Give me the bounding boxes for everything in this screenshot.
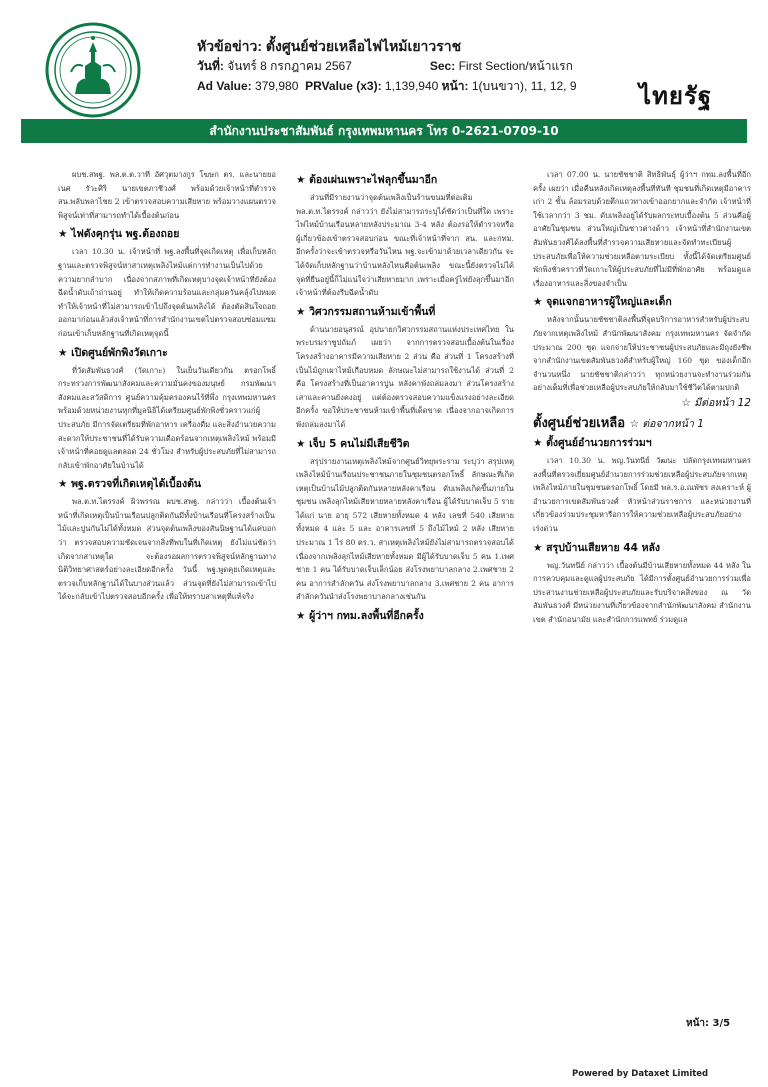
page-label: หน้า: — [441, 79, 469, 93]
continued-on-page-note: ☆ มีต่อหน้า 12 — [681, 396, 751, 409]
office-banner: สำนักงานประชาสัมพันธ์ กรุงเทพมหานคร โทร 0-2621-0709-10 — [21, 119, 747, 143]
newspaper-brand: ไทยรัฐ — [639, 82, 713, 110]
ad-value: 379,980 — [255, 79, 299, 93]
paragraph: ผบช.สพฐ. พล.ต.ต.วาที อัศวุตมางกูร โฆษก ตร. และนายยอเนศ รัวะศิริ นายเขตภาชีวงศ์ พร้อมด้วยเจ้าหน้าที่ตำรวจสน.พลับพลาไชย 2 เข้าตรวจสอบความเสียหาย พร้อมวางแผนตรวจพิสูจน์เท่าที่สามารถทำได้เบื้องต้นก่อน — [58, 170, 276, 220]
subheading: ★ ตั้งศูนย์อำนวยการร่วมฯ — [533, 437, 652, 450]
sec-value: First Section/หน้าแรก — [458, 59, 573, 73]
article-column-1 — [58, 168, 276, 606]
paragraph: สรุปรายงานเหตุเพลิงไหม้จากศูนย์วิทยุพระราม ระบุว่า สรุปเหตุเพลิงไหม้บ้านเรือนประชาชนภายในชุมชนตรอกโพธิ์ ลักษณะที่เกิดเหตุเป็นบ้านไม้ปลูกติดกันหลายหลังคาเรือน ดับเพลิงเกิดขึ้นภายในชุมชน เพลิงลุกไหม้เสียหายหลายหลังคาเรือน ผู้ได้รับบาดเจ็บ 5 ราย ได้แก่ นาย อายุ 572 เสียหายทั้งหมด 4 หลัง เลขที่ 540 เสียหายทั้งหมด 4 และ 5 และ อาคารเลขที่ 5 ถึงไม้ไหม้ 2 หลัง เสียหายประมาณ 1 ไร่ 80 ตร.ว. สาเหตุเพลิงไหม้ยังไม่สามารถตรวจสอบได้ เนื่องจากเพลิงลุกไหม้เสียหายทั้งหมด มีผู้ได้รับบาดเจ็บ 5 คน 1.เพศชาย 1 คน ได้รับบาดเจ็บเล็กน้อย ส่งโรงพยาบาลกลาง 2.เพศชาย 2 คน อาการสำลักควัน ส่งโรงพยาบาลกลาง 3.เพศชาย 2 คน อาการสำลักควันนำส่งโรงพยาบาลกลางเช่นกัน — [296, 456, 514, 602]
subheading: ★ ต้องเผ่นเพราะไฟลุกขึ้นมาอีก — [296, 174, 438, 186]
subheading: ★ จุดแจกอาหารผู้ใหญ่และเด็ก — [533, 296, 672, 309]
date-row — [197, 56, 647, 76]
page-number — [686, 1016, 730, 1031]
paragraph: หลังจากนั้นนายชัชชาติลงพื้นที่จุดบริการอาหารสำหรับผู้ประสบภัยจากเหตุเพลิงไหม้ สำนักพัฒนาสังคม กรุงเทพมหานคร จัดจำกัดประมาณ 200 ชุด แจกจ่ายให้ประชาชนผู้ประสบภัยและมีถุงยังชีพจากสำนักงานเขตสัมพันธวงศ์สำหรับผู้ใหญ่ 160 ชุด ของเด็กอีกจำนวนหนึ่ง นายชัชชาติกล่าวว่า ทุกหน่วยงานจะทำงานร่วมกันอย่างเต็มที่เพื่อช่วยเหลือผู้ประสบภัยให้กลับมาใช้ชีวิตได้ตามปกติ — [533, 315, 751, 393]
clipping-header — [21, 20, 747, 119]
bma-seal-logo — [45, 22, 141, 118]
paragraph: พล.ต.ท.ไตรรงค์ ผิวพรรณ ผบช.สพฐ. กล่าวว่า เบื้องต้นเจ้าหน้าที่เกิดเหตุเป็นบ้านเรือนปลูกติดกันมีทั้งบ้านเรือนที่โครงสร้างเป็นไม้และปูนกันไม่ได้ทั้งหมด ส่วนจุดต้นเพลิงของสันนิษฐานได้แค่บอกว่า ตรวจสอบความชัดเจนจากสิ่งที่พบในที่เกิดเหตุ ยังไม่แน่ชัดว่าเกิดจากสาเหตุใด จะต้องรอผลการตรวจพิสูจน์หลักฐานทางนิติวิทยาศาสตร์อย่างละเอียดอีกครั้ง วันนี้ พฐ.พูดคุยเกิดเหตุและตรวจเก็บหลักฐานได้ในบางส่วนแล้ว ส่วนจุดที่ยังไม่สามารถเข้าไปได้จะกลับเข้าไปตรวจสอบอีกครั้ง เพื่อให้ทราบสาเหตุที่แท้จริง — [58, 497, 276, 602]
paragraph: ด้านนายอนุสรณ์ อุปนายกวิศวกรรมสถานแห่งประเทศไทย ในพระบรมราชูปถัมภ์ เผยว่า จากการตรวจสอบเบื้องต้นในเรื่องโครงสร้างอาคารมีความเสียหาย 2 ส่วน คือ ส่วนที่ 1 โครงสร้างที่เป็นไม้ถูกเผาไหม้เกือบหมด ลักษณะไม่สามารถใช้งานได้ ส่วนที่ 2 คือ โครงสร้างที่เป็นอาคารปูน หลังคาพังถล่มลงมา ส่วนโครงสร้างเสาและคานยังคงอยู่ แต่ต้องตรวจสอบความแข็งแรงอย่างละเอียดอีกครั้ง ขอให้ประชาชนห้ามเข้าพื้นที่เด็ดขาด เนื่องจากอาจเกิดการพังถล่มลงมาได้ — [296, 324, 514, 429]
powered-by-credit: Powered by Dataxet Limited — [572, 1069, 709, 1079]
date-label: วันที่: — [197, 59, 224, 73]
subheading: ★ สรุปบ้านเสียหาย 44 หลัง — [533, 541, 661, 554]
ad-value-label: Ad Value: — [197, 79, 252, 93]
paragraph: เวลา 10.30 น. เจ้าหน้าที่ พฐ.ลงพื้นที่จุดเกิดเหตุ เพื่อเก็บหลักฐานและตรวจพิสูจน์หาสาเหตุเพลิงไหม้แต่การทำงานเป็นไปด้วยความยากลำบาก เนื่องจากสภาพที่เกิดเหตุบางจุดเจ้าหน้าที่ยังต้องฉีดน้ำดับเถ้าถ่านอยู่ ทำให้เกิดความร้อนและกลุ่มควันคลุ้งไปหมด ทำให้เจ้าหน้าที่ไม่สามารถเข้าไปถึงจุดต้นเพลิงได้ ต้องตัดสินใจถอยออกมาก่อนแล้วส่งเจ้าหน้าที่การสำนักงานเขตไปตรวจสอบซ่อมแซม ก่อนเข้าเก็บหลักฐานที่เกิดเหตุจุดนี้ — [58, 247, 276, 338]
date-value: จันทร์ 8 กรกฎาคม 2567 — [227, 59, 352, 73]
subheading: ★ เปิดศูนย์พักพิงวัดเกาะ — [58, 346, 168, 359]
article-column-2 — [296, 168, 514, 627]
headline-text: ตั้งศูนย์ช่วยเหลือไฟไหม้เยาวราช — [265, 38, 462, 54]
paragraph: เวลา 10.30 น. พญ.วันทนีย์ วัฒนะ ปลัดกรุงเทพมหานคร ลงพื้นที่ตรวจเยี่ยมศูนย์อำนวยการร่วมช่วยเหลือผู้ประสบภัยจากเหตุเพลิงไหม้ภายในชุมชนตรอกโพธิ์ โดยมี พล.ร.อ.ณพัชร สงเคราะห์ ผู้อำนวยการเขตสัมพันธวงศ์ หัวหน้าส่วนราชการ และหน่วยงานที่เกี่ยวข้องร่วมประชุมหารือการให้ความช่วยเหลือผู้ประสบภัยอย่างเร่งด่วน — [533, 456, 751, 534]
subheading: ★ ไฟดังคุกรุ่น พฐ.ต้องถอย — [58, 228, 180, 241]
page-value: 1(บนขวา), 11, 12, 9 — [471, 79, 577, 93]
headline-row — [197, 36, 647, 56]
clipping-meta — [197, 36, 647, 96]
subheading: ★ เจ็บ 5 คนไม่มีเสียชีวิต — [296, 437, 410, 450]
paragraph: ส่วนที่มีรายงานว่าจุดต้นเพลิงเป็นร้านขนมที่ต่อเติม พล.ต.ท.ไตรรงค์ กล่าวว่า ยังไม่สามารถระบุได้ชัดว่าเป็นที่ใด เพราะไฟไหม้บ้านเรือนหลายหลังประมาณ 3-4 หลัง ต้องรอให้ตำรวจหรือผู้เกี่ยวข้องเข้าตรวจสอบก่อน ขณะที่เจ้าหน้าที่จาก สน. และกทม. อีกครั้งว่าจะเข้าตรวจหรือวันไหน พฐ.จะเข้ามาด้วยเวลาเดียวกัน จะได้จัดเก็บหลักฐานว่าบ้านหลังไหนคือต้นเพลิง ขณะนี้ยังตรวจไม่ได้ จุดที่ยืนอยู่นี้ก็ไม่แน่ใจว่าเสียหายมาก เพราะเมื่อครู่ไฟยังลุกขึ้นมาอีก เจ้าหน้าที่ต้องรีบฉีดน้ำดับ — [296, 193, 514, 298]
page-number-value: 3/5 — [712, 1018, 731, 1029]
section-headline — [533, 417, 751, 432]
pr-value: 1,139,940 — [384, 79, 439, 93]
paragraph: เวลา 07.00 น. นายชัชชาติ สิทธิพันธุ์ ผู้ว่าฯ กทม.ลงพื้นที่อีกครั้ง เผยว่า เมื่อคืนหลังเกิดเหตุลงพื้นที่ทันที ชุมชนที่เกิดเหตุมีอาคารเก่า 2 ชั้น ล้อมรอบด้วยตึกแถวทางเข้าออกยากและจำกัด เจ้าหน้าที่ใช้เวลากว่า 3 ชม. ดับเพลิงอยู่ได้รับผลกระทบเบื้องต้น 5 ส่วนคือผู้อาศัยในชุมชน ส่วนใหญ่เป็นชาวต่างด้าว เจ้าหน้าที่สำนักงานเขตสัมพันธวงศ์ได้ลงพื้นที่สำรวจความเสียหายและจัดทำทะเบียนผู้ประสบภัยเพื่อให้ความช่วยเหลือตามระเบียบ ทั้งนี้ได้จัดเตรียมศูนย์พักพิงชั่วคราวที่วัดเกาะให้ผู้ประสบภัยที่ไม่มีที่พักอาศัย พร้อมดูแลเรื่องอาหารและสิ่งของจำเป็น — [533, 170, 751, 288]
values-row — [197, 76, 647, 96]
paragraph: ที่วัดสัมพันธวงศ์ (วัดเกาะ) ในเย็นวันเดียวกัน ตรอกโพธิ์ กระทรวงการพัฒนาสังคมและความมั่นคงของมนุษย์ กรมพัฒนาสังคมและสวัสดิการ ศูนย์ความคุ้มครองคนไร้ที่พึ่ง กรุงเทพมหานคร พร้อมด้วยหน่วยงานทุกที่มูลนิธิได้เตรียมศูนย์พักพิงชั่วคราวแก่ผู้ประสบภัย มีการจัดเตรียมที่พักอาหาร เครื่องดื่ม และสิ่งอำนวยความสะดวกให้ประชาชนที่ได้รับความเดือดร้อนจากเหตุเพลิงไหม้ พร้อมมีเจ้าหน้าที่คอยดูแลตลอด 24 ชั่วโมง สำหรับผู้ประสบภัยที่ไม่สามารถกลับเข้าพักอาศัยในบ้านได้ — [58, 365, 276, 470]
section-headline-text: ตั้งศูนย์ช่วยเหลือ — [533, 415, 626, 431]
subheading: ★ ผู้ว่าฯ กทม.ลงพื้นที่อีกครั้ง — [296, 610, 424, 623]
sec-label: Sec: — [429, 59, 456, 73]
page-number-label: หน้า: — [686, 1018, 710, 1029]
pr-value-label: PRValue (x3): — [305, 79, 382, 93]
article-column-3 — [533, 168, 751, 629]
subheading: ★ วิศวกรรมสถานห้ามเข้าพื้นที่ — [296, 305, 436, 318]
subheading: ★ พฐ.ตรวจที่เกิดเหตุได้เบื้องต้น — [58, 478, 202, 491]
paragraph: พญ.วันทนีย์ กล่าวว่า เบื้องต้นมีบ้านเสียหายทั้งหมด 44 หลัง ในการควบคุมและดูแลผู้ประสบภัย ได้มีการตั้งศูนย์อำนวยการร่วมเพื่อประสานงานช่วยเหลือผู้ประสบภัยและรับบริจาคสิ่งของ ณ วัดสัมพันธวงศ์ มีหน่วยงานที่เกี่ยวข้องจากสำนักพัฒนาสังคม สำนักงานเขต สำนักอนามัย และสำนักการแพทย์ ร่วมดูแล — [533, 560, 751, 625]
headline-label: หัวข้อข่าว: — [197, 38, 263, 54]
continued-from-note: ☆ ต่อจากหน้า 1 — [629, 417, 704, 430]
